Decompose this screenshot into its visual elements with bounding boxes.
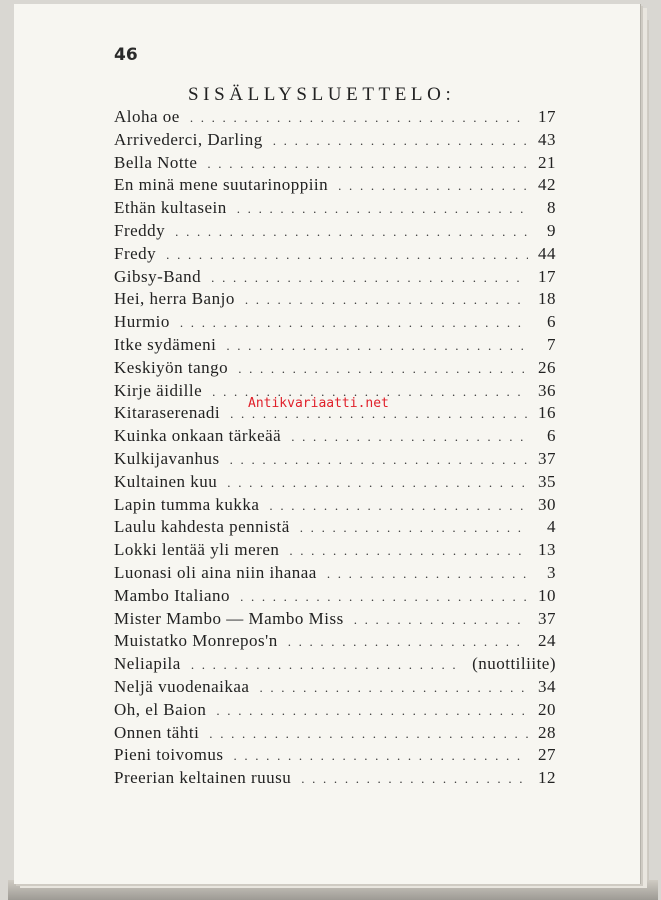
dot-leader — [180, 312, 528, 335]
toc-entry-title: Neliapila — [114, 654, 181, 674]
dot-leader — [207, 153, 528, 176]
toc-entry — [114, 152, 556, 175]
dot-leader — [233, 745, 528, 768]
toc-entry — [114, 516, 556, 539]
toc-entry — [114, 106, 556, 129]
toc-entry — [114, 562, 556, 585]
toc-entry-title: En minä mene suutarinoppiin — [114, 175, 329, 195]
dot-leader — [259, 677, 528, 700]
toc-entry — [114, 744, 556, 767]
toc-entry-page: 16 — [538, 403, 556, 423]
toc-entry — [114, 448, 556, 471]
toc-entry — [114, 425, 556, 448]
dot-leader — [191, 654, 462, 677]
toc-entry-page: 26 — [538, 357, 556, 377]
toc-entry-title: Hurmio — [114, 312, 170, 332]
toc-entry-title: Luonasi oli aina niin ihanaa — [114, 562, 317, 582]
toc-entry — [114, 630, 556, 653]
dot-leader — [338, 175, 528, 198]
toc-entry-page: 8 — [547, 198, 556, 218]
dot-leader — [354, 609, 528, 632]
toc-entry — [114, 220, 556, 243]
dot-leader — [211, 267, 528, 290]
dot-leader — [300, 517, 528, 540]
toc-entry — [114, 266, 556, 289]
toc-entry — [114, 608, 556, 631]
dot-leader — [288, 631, 528, 654]
toc-entry — [114, 699, 556, 722]
toc-entry-page: 36 — [538, 380, 556, 400]
toc-entry — [114, 539, 556, 562]
toc-entry-title: Lapin tumma kukka — [114, 494, 260, 514]
toc-entry-page: 6 — [547, 312, 556, 332]
toc-entry-page: 20 — [538, 699, 556, 719]
toc-entry-page: 30 — [538, 494, 556, 514]
dot-leader — [166, 244, 528, 267]
toc-entry — [114, 585, 556, 608]
toc-entry-title: Oh, el Baion — [114, 699, 207, 719]
toc-entry — [114, 174, 556, 197]
toc-entry-title: Pieni toivomus — [114, 745, 224, 765]
dot-leader — [273, 130, 528, 153]
toc-entry-page: 27 — [538, 745, 556, 765]
toc-entry — [114, 494, 556, 517]
watermark: Antikvariaatti.net — [248, 396, 389, 411]
toc-entry-page: 12 — [538, 768, 556, 788]
toc-entry-title: Kultainen kuu — [114, 471, 218, 491]
dot-leader — [238, 358, 528, 381]
toc-entry-page: 10 — [538, 585, 556, 605]
dot-leader — [291, 426, 528, 449]
toc-entry — [114, 311, 556, 334]
dot-leader — [245, 289, 528, 312]
dot-leader — [175, 221, 528, 244]
toc-entry-page: 3 — [547, 562, 556, 582]
toc-entry — [114, 722, 556, 745]
toc-entry — [114, 288, 556, 311]
toc-entry-page: 44 — [538, 243, 556, 263]
toc-entry-page: 24 — [538, 631, 556, 651]
toc-entry — [114, 767, 556, 790]
toc-entry-page: 21 — [538, 152, 556, 172]
toc-entry-title: Kuinka onkaan tärkeää — [114, 426, 282, 446]
dot-leader — [209, 723, 528, 746]
toc-entry-page: 28 — [538, 722, 556, 742]
toc-entry-title: Gibsy-Band — [114, 266, 202, 286]
dot-leader — [301, 768, 528, 791]
toc-entry-title: Keskiyön tango — [114, 357, 229, 377]
toc-entry-title: Neljä vuodenaikaa — [114, 676, 250, 696]
toc-entry-title: Onnen tähti — [114, 722, 200, 742]
toc-entry-title: Hei, herra Banjo — [114, 289, 235, 309]
toc-entry-title: Muistatko Monrepos'n — [114, 631, 278, 651]
toc-entry — [114, 653, 556, 676]
toc-entry-title: Kulkijavanhus — [114, 448, 220, 468]
toc-entry — [114, 357, 556, 380]
toc-entry-page: 18 — [538, 289, 556, 309]
toc-entry-title: Itke sydämeni — [114, 334, 217, 354]
toc-entry-page: 34 — [538, 676, 556, 696]
toc-entry — [114, 676, 556, 699]
toc-entry-page: 17 — [538, 107, 556, 126]
toc-entry-title: Mister Mambo — Mambo Miss — [114, 608, 344, 628]
toc-entry-page: 7 — [547, 334, 556, 354]
table-of-contents — [114, 106, 556, 790]
toc-entry-page: 4 — [547, 517, 556, 537]
toc-entry-page: (nuottiliite) — [472, 654, 556, 674]
dot-leader — [216, 700, 528, 723]
toc-entry-page: 37 — [538, 448, 556, 468]
page-number: 46 — [114, 45, 138, 65]
toc-heading: SISÄLLYSLUETTELO: — [188, 84, 456, 105]
toc-entry-title: Mambo Italiano — [114, 585, 231, 605]
toc-entry-page: 42 — [538, 175, 556, 195]
toc-entry — [114, 243, 556, 266]
dot-leader — [227, 472, 528, 495]
toc-entry-title: Freddy — [114, 220, 166, 240]
toc-entry-page: 6 — [547, 426, 556, 446]
toc-entry-title: Aloha oe — [114, 107, 180, 126]
toc-entry-page: 35 — [538, 471, 556, 491]
dot-leader — [226, 335, 528, 358]
dot-leader — [237, 198, 528, 221]
toc-entry-page: 13 — [538, 540, 556, 560]
toc-entry-title: Bella Notte — [114, 152, 198, 172]
toc-entry-page: 17 — [538, 266, 556, 286]
dot-leader — [190, 107, 528, 130]
toc-entry — [114, 129, 556, 152]
toc-entry-title: Lokki lentää yli meren — [114, 540, 280, 560]
dot-leader — [327, 563, 528, 586]
toc-entry-title: Preerian keltainen ruusu — [114, 768, 292, 788]
dot-leader — [289, 540, 528, 563]
toc-entry-title: Kitaraserenadi — [114, 403, 221, 423]
toc-entry-page: 43 — [538, 129, 556, 149]
dot-leader — [240, 586, 528, 609]
toc-entry-title: Kirje äidille — [114, 380, 203, 400]
toc-entry-title: Laulu kahdesta pennistä — [114, 517, 290, 537]
toc-entry-title: Arrivederci, Darling — [114, 129, 263, 149]
toc-entry-page: 37 — [538, 608, 556, 628]
toc-entry — [114, 334, 556, 357]
toc-entry-title: Ethän kultasein — [114, 198, 227, 218]
dot-leader — [269, 495, 528, 518]
toc-entry — [114, 197, 556, 220]
toc-entry-title: Fredy — [114, 243, 157, 263]
toc-entry-page: 9 — [547, 220, 556, 240]
dot-leader — [230, 449, 528, 472]
toc-entry — [114, 471, 556, 494]
